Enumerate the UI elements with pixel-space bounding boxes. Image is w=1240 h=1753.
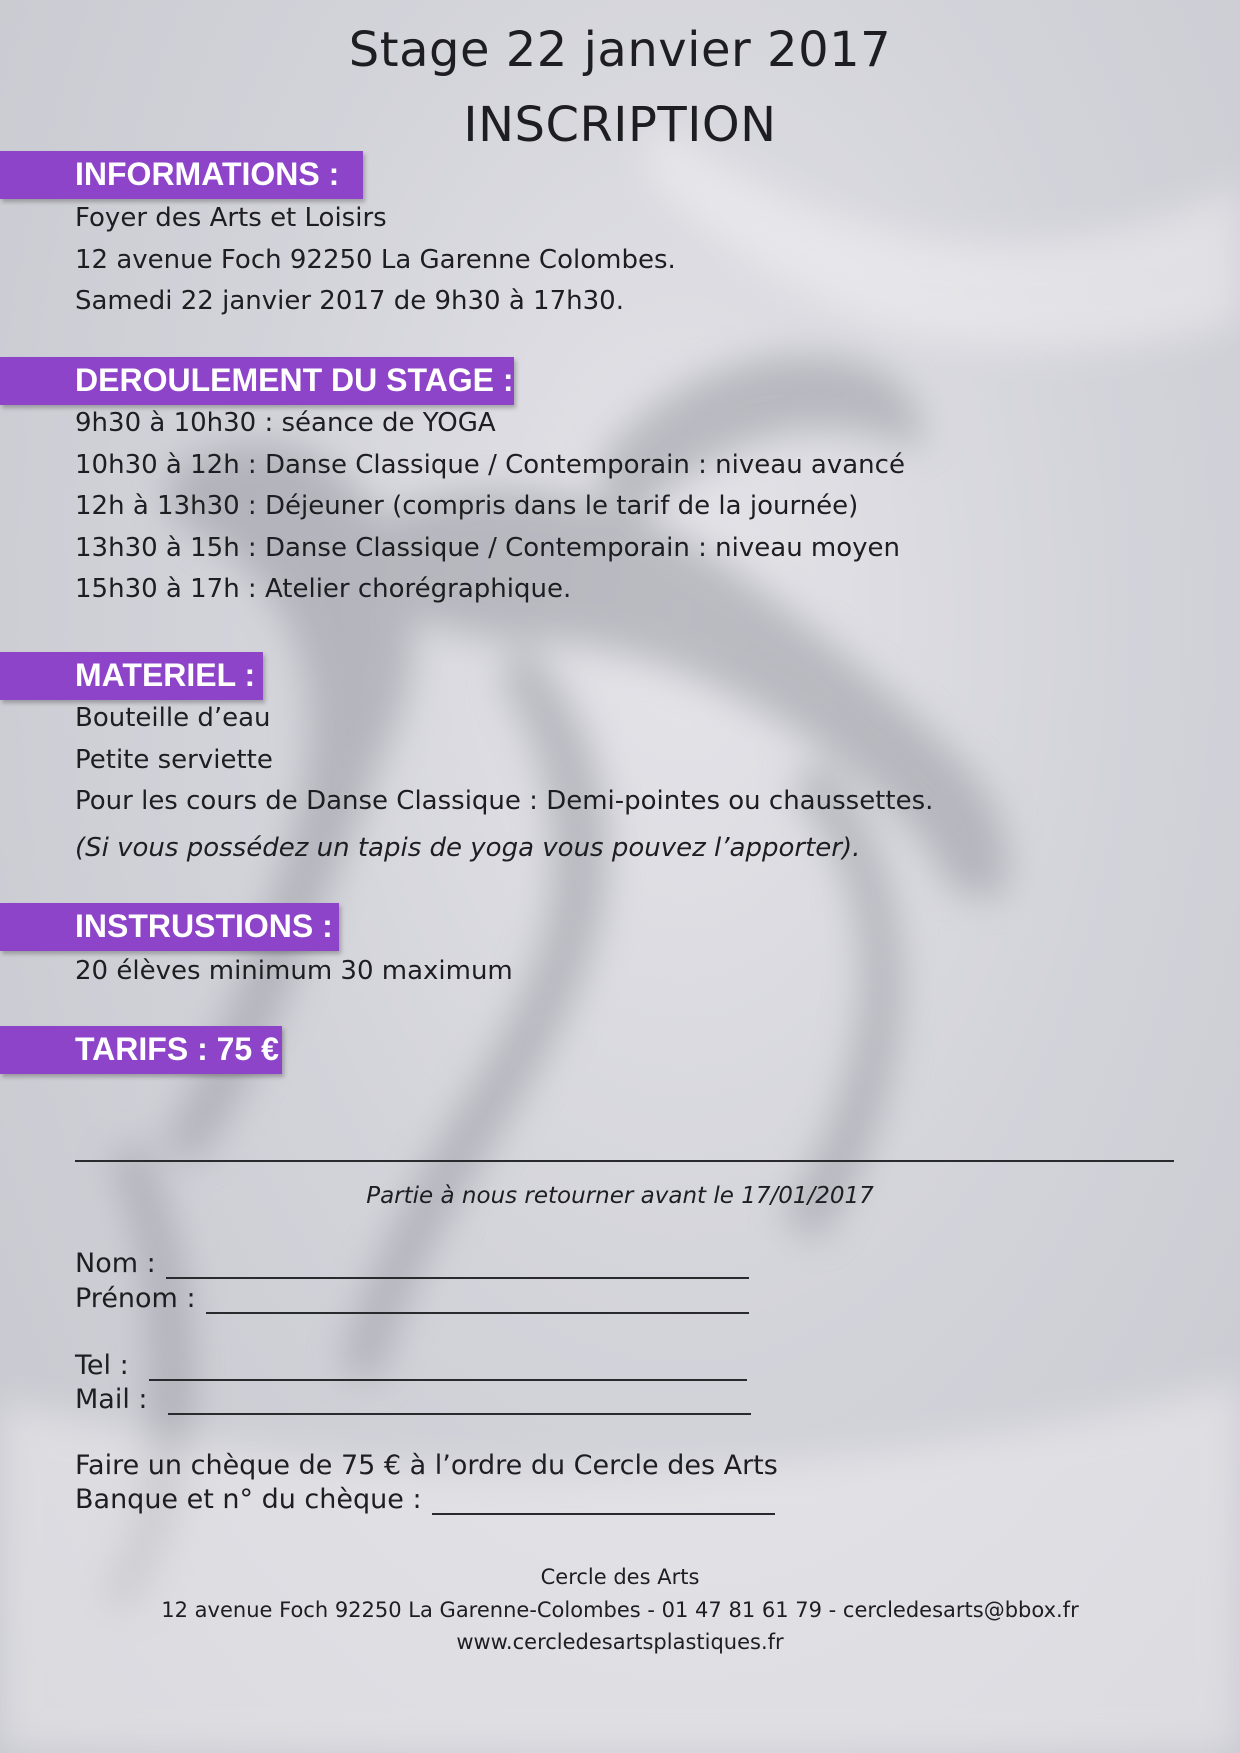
deroulement-heading: DEROULEMENT DU STAGE : — [75, 362, 514, 398]
materiel-heading-band — [0, 652, 263, 700]
schedule-line: 9h30 à 10h30 : séance de YOGA — [75, 408, 496, 438]
tel-blank-line[interactable] — [149, 1353, 747, 1381]
prenom-blank-line[interactable] — [206, 1286, 749, 1314]
instructions-heading: INSTRUSTIONS : — [75, 908, 333, 944]
nom-blank-line[interactable] — [166, 1251, 749, 1279]
cut-line-divider — [75, 1160, 1174, 1162]
materiel-line: Bouteille d’eau — [75, 703, 271, 733]
footer — [0, 1561, 1240, 1659]
informations-heading-band — [0, 151, 363, 199]
instructions-heading-band — [0, 903, 339, 951]
deroulement-heading-band — [0, 357, 514, 405]
materiel-list — [75, 698, 933, 873]
mail-blank-line[interactable] — [168, 1387, 751, 1415]
prenom-field[interactable] — [75, 1283, 749, 1314]
banque-label: Banque et n° du chèque : — [75, 1484, 422, 1515]
tarifs-heading: TARIFS : 75 € — [75, 1031, 279, 1067]
instructions-line: 20 élèves minimum 30 maximum — [75, 956, 513, 986]
banque-field[interactable] — [75, 1484, 775, 1515]
informations-line: Foyer des Arts et Loisirs — [75, 203, 387, 233]
footer-organization-name: Cercle des Arts — [540, 1565, 700, 1589]
mail-label: Mail : — [75, 1384, 148, 1415]
schedule-line: 10h30 à 12h : Danse Classique / Contemporain : niveau avancé — [75, 449, 905, 480]
page-subtitle: INSCRIPTION — [463, 97, 777, 153]
mail-field[interactable] — [75, 1384, 751, 1415]
deroulement-list — [75, 403, 905, 611]
tel-label: Tel : — [75, 1350, 129, 1381]
tarifs-heading-band — [0, 1026, 282, 1074]
footer-address: 12 avenue Foch 92250 La Garenne-Colombes - 01 47 81 61 79 - cercledesarts@bbox.fr — [161, 1597, 1079, 1622]
cheque-instruction: Faire un chèque de 75 € à l’ordre du Cercle des Arts — [75, 1450, 778, 1481]
banque-blank-line[interactable] — [432, 1487, 775, 1515]
informations-line: 12 avenue Foch 92250 La Garenne Colombes. — [75, 244, 676, 275]
materiel-line: Petite serviette — [75, 744, 273, 775]
informations-list — [75, 198, 676, 323]
schedule-line: 13h30 à 15h : Danse Classique / Contemporain : niveau moyen — [75, 532, 901, 563]
page-title: Stage 22 janvier 2017 — [348, 22, 892, 78]
schedule-line: 12h à 13h30 : Déjeuner (compris dans le tarif de la journée) — [75, 491, 859, 521]
nom-field[interactable] — [75, 1248, 749, 1279]
informations-line: Samedi 22 janvier 2017 de 9h30 à 17h30. — [75, 286, 624, 316]
schedule-line: 15h30 à 17h : Atelier chorégraphique. — [75, 574, 572, 604]
materiel-heading: MATERIEL : — [75, 657, 256, 693]
informations-heading: INFORMATIONS : — [75, 156, 340, 192]
prenom-label: Prénom : — [75, 1283, 196, 1314]
materiel-note: (Si vous possédez un tapis de yoga vous pouvez l’apporter). — [75, 832, 861, 863]
tel-field[interactable] — [75, 1350, 747, 1381]
return-notice: Partie à nous retourner avant le 17/01/2017 — [366, 1183, 874, 1209]
instructions-list — [75, 951, 513, 993]
nom-label: Nom : — [75, 1248, 156, 1279]
footer-website: www.cercledesartsplastiques.fr — [456, 1630, 784, 1654]
materiel-line: Pour les cours de Danse Classique : Demi-pointes ou chaussettes. — [75, 786, 934, 816]
